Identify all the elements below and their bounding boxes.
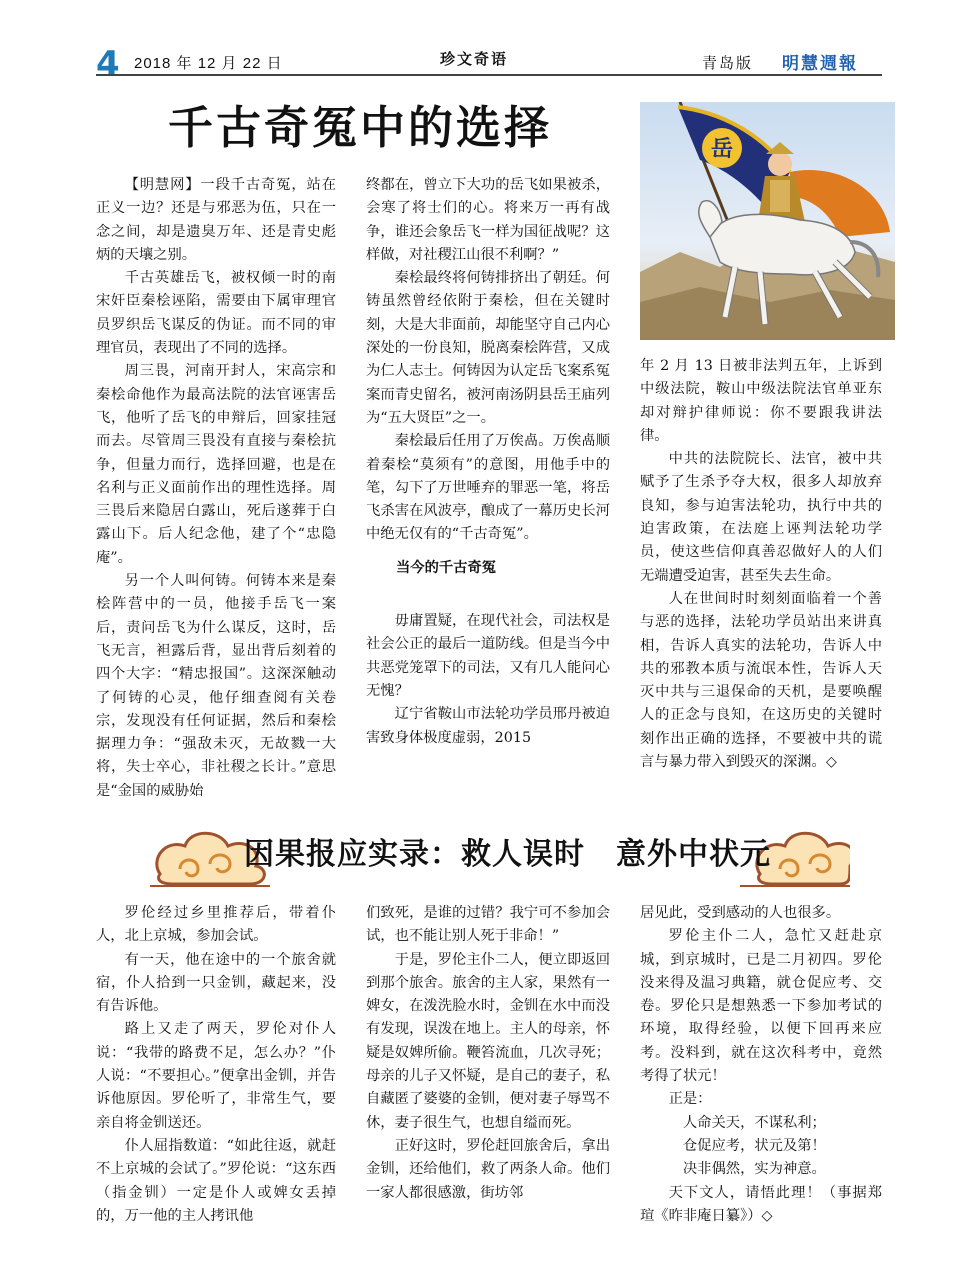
paragraph: 秦桧最终将何铸排挤出了朝廷。何铸虽然曾经依附于秦桧，但在关键时刻，大是大非面前，却能坚守自己内心深处的一份良知，脱离秦桧阵营，又成为仁人志士。何铸因为认定岳飞案系冤案而青史留名，被河南汤阴县岳王庙列为“五大贤臣”之一。	[366, 270, 610, 426]
paragraph: 【明慧网】一段千古奇冤，站在正义一边？还是与邪恶为伍，只在一念之间，却是遗臭万年、还是青史彪炳的天壤之别。	[96, 177, 336, 263]
article-1-column-1	[96, 174, 336, 803]
paragraph: 正好这时，罗伦赶回旅舍后，拿出金钏，还给他们，救了两条人命。他们一家人都很感激，街坊邻	[366, 1137, 610, 1201]
yue-fei-illustration	[640, 102, 895, 340]
paragraph: 年 2 月 13 日被非法判五年，上诉到中级法院，鞍山中级法院法官单亚东却对辩护律师说：你不要跟我讲法律。	[640, 358, 882, 444]
page-number: 4	[96, 44, 120, 84]
paragraph: 中共的法院院长、法官，被中共赋予了生杀予夺大权，很多人却放弃良知，参与迫害法轮功，执行中共的迫害政策，在法庭上诬判法轮功学员，使这些信仰真善忍做好人的人们无端遭受迫害，甚至失去生命。	[640, 451, 882, 584]
paragraph: 另一个人叫何铸。何铸本来是秦桧阵营中的一员，他接手岳飞一案后，责问岳飞为什么谋反，这时，岳飞无言，袒露后背，显出背后刻着的四个大字：“精忠报国”。这深深触动了何铸的心灵，他仔细查阅有关卷宗，发现没有任何证据，然后和秦桧据理力争：“强敌未灭，无故戮一大将，失士卒心，非社稷之长计。”意思是“金国的威胁始	[96, 573, 336, 799]
article-2-headline: 因果报应实录：救人误时 意外中状元	[244, 837, 771, 872]
paragraph: 们致死，是谁的过错？我宁可不参加会试，也不能让别人死于非命！”	[366, 905, 610, 945]
paragraph: 路上又走了两天，罗伦对仆人说：“我带的路费不足，怎么办？”仆人说：“不要担心。”便拿出金钏，并告诉他原因。罗伦听了，非常生气，要亲自将金钏送还。	[96, 1021, 336, 1131]
paragraph: 罗伦主仆二人，急忙又赶赴京城，到京城时，已是二月初四。罗伦没来得及温习典籍，就仓促应考、交卷。罗伦只是想熟悉一下参加考试的环境，取得经验，以便下回再来应考。没料到，就在这次科考中，竟然考得了状元！	[640, 928, 882, 1085]
paragraph: 秦桧最后任用了万俟卨。万俟卨顺着秦桧“莫须有”的意图，用他手中的笔，勾下了万世唾弃的罪恶一笔，将岳飞杀害在风波亭，酿成了一幕历史长河中绝无仅有的“千古奇冤”。	[366, 433, 610, 543]
poem-line: 人命关天，不谋私利；	[682, 1114, 826, 1131]
paper-name: 明慧週報	[782, 54, 858, 74]
flag-character: 岳	[710, 137, 734, 162]
paragraph: 居见此，受到感动的人也很多。	[640, 905, 841, 921]
closing-paragraph: 天下文人，请悟此理！（事据郑瑄《昨非庵日纂》）◇	[640, 1184, 882, 1224]
section-title: 珍文奇语	[440, 50, 509, 68]
article-2-column-2	[366, 902, 610, 1205]
paragraph: 有一天，他在途中的一个旅舍就宿，仆人拾到一只金钏，藏起来，没有告诉他。	[96, 951, 336, 1015]
issue-date: 2018 年 12 月 22 日	[134, 55, 283, 72]
article-2-column-1	[96, 902, 336, 1228]
edition-label: 青岛版	[702, 54, 754, 72]
poem-line: 仓促应考，状元及第！	[682, 1137, 826, 1154]
header-rule	[96, 74, 882, 76]
paragraph: 仆人屈指数道：“如此往返，就赶不上京城的会试了。”罗伦说：“这东西（指金钏）一定是仆人或婢女丢掉的，万一他的主人拷讯他	[96, 1137, 336, 1224]
paragraph: 千古英雄岳飞，被权倾一时的南宋奸臣秦桧诬陷，需要由下属审理官员罗织岳飞谋反的伪证。而不同的审理官员，表现出了不同的选择。	[96, 270, 336, 357]
article-2-column-3	[640, 902, 882, 1228]
paragraph: 毋庸置疑，在现代社会，司法权是社会公正的最后一道防线。但是当今中共恶党笼罩下的司法，又有几人能问心无愧？	[366, 613, 610, 699]
paragraph: 罗伦经过乡里推荐后，带着仆人，北上京城，参加会试。	[96, 905, 336, 945]
article-1-column-3	[640, 355, 882, 774]
paragraph: 终都在，曾立下大功的岳飞如果被杀，会寒了将士们的心。将来万一再有战争，谁还会象岳飞一样为国征战呢？这样做，对社稷江山很不利啊？”	[366, 177, 610, 263]
paragraph: 辽宁省鞍山市法轮功学员邢丹被迫害致身体极度虚弱，2015	[366, 706, 610, 746]
paragraph: 周三畏，河南开封人，宋高宗和秦桧命他作为最高法院的法官诬害岳飞，他听了岳飞的申辩后，回家挂冠而去。尽管周三畏没有直接与秦桧抗争，但量力而行，选择回避，也是在名利与正义面前作出的理性选择。周三畏后来隐居白露山，死后遂葬于白露山下。后人纪念他，建了个“忠隐庵”。	[96, 363, 336, 566]
paragraph: 人在世间时时刻刻面临着一个善与恶的选择，法轮功学员站出来讲真相，告诉人真实的法轮功，告诉人中共的邪教本质与流氓本性，告诉人天灭中共与三退保命的天机，是要唤醒人的正念与良知，在这历史的关键时刻作出正确的选择，不要被中共的谎言与暴力带入到毁灭的深渊。◇	[640, 590, 882, 771]
article-1-subheading: 当今的千古奇冤	[396, 559, 497, 576]
poem-line: 决非偶然，实为神意。	[682, 1161, 826, 1178]
paragraph: 于是，罗伦主仆二人，便立即返回到那个旅舍。旅舍的主人家，果然有一婢女，在泼洗脸水时，金钏在水中而没有发现，误泼在地上。主人的母亲，怀疑是奴婢所偷。鞭笞流血，几次寻死；母亲的儿子又怀疑，是自己的妻子，私自藏匿了婆婆的金钏，便对妻子辱骂不休，妻子很生气，也想自缢而死。	[366, 951, 610, 1131]
article-1-column-2	[366, 174, 610, 750]
paragraph: 正是：	[668, 1091, 712, 1108]
article-1-headline: 千古奇冤中的选择	[168, 101, 553, 154]
